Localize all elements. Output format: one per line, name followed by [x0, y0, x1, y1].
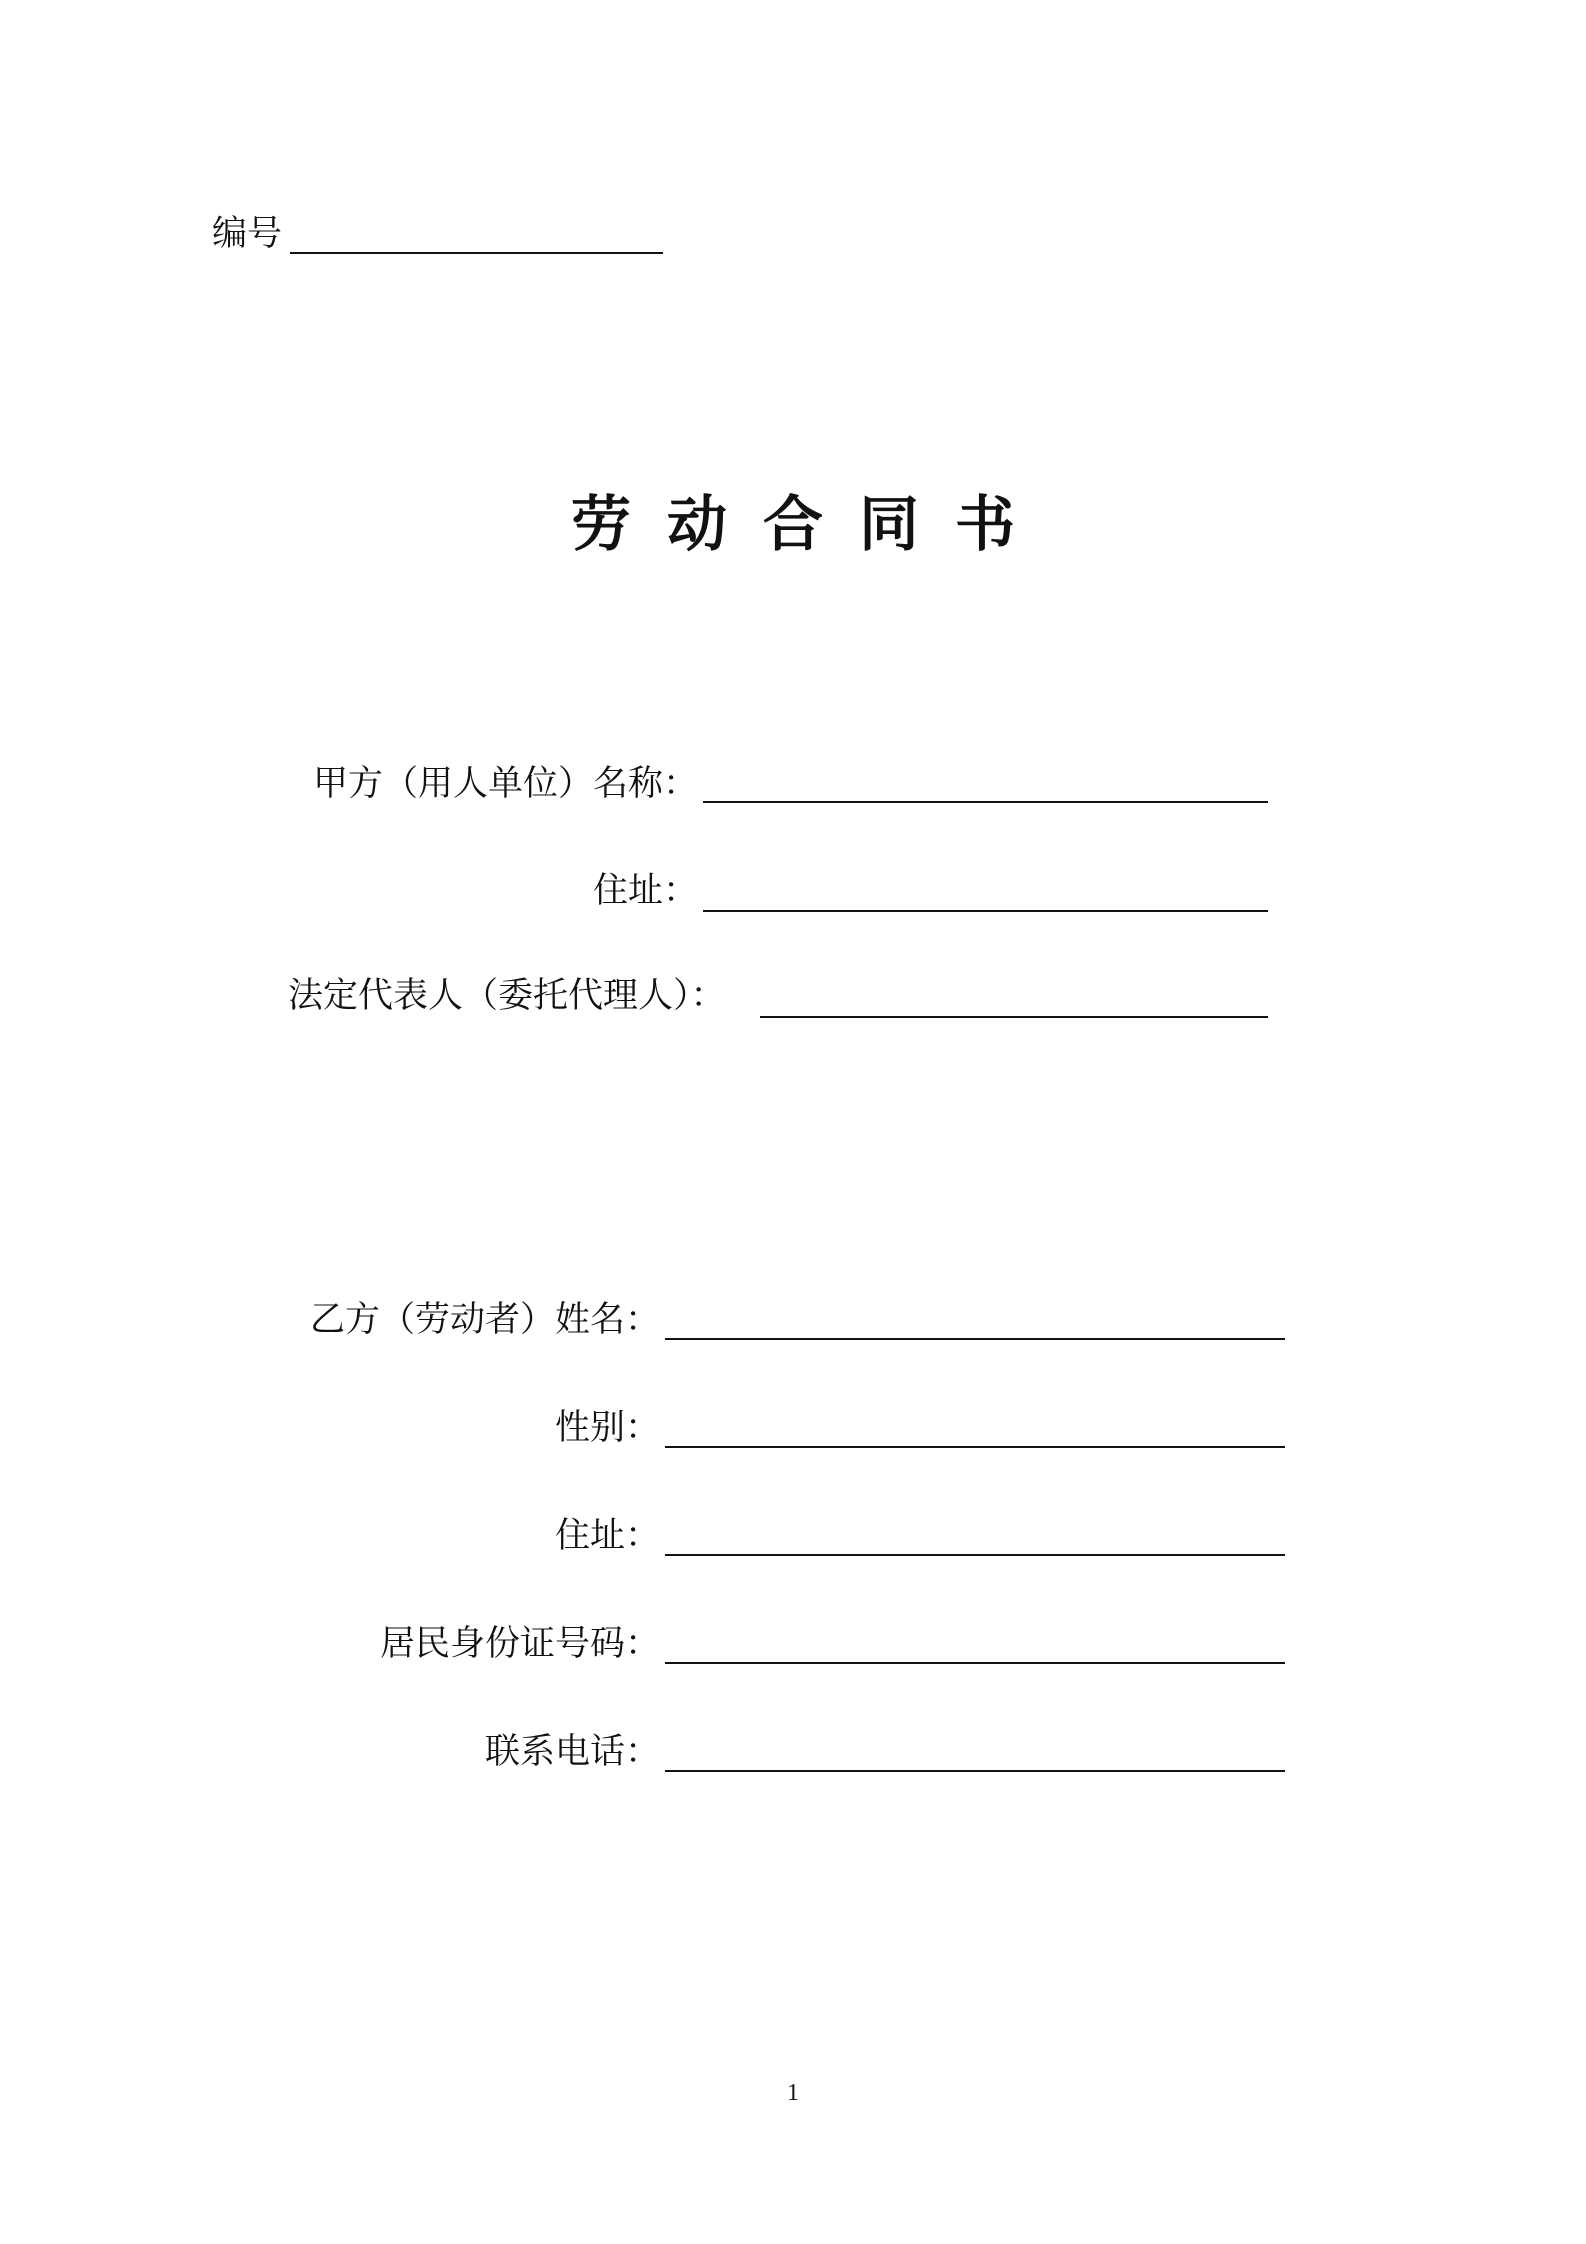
party-a-representative-field[interactable] [760, 1016, 1268, 1018]
party-a-address-label: 住址： [592, 871, 698, 911]
party-b-address-field[interactable] [665, 1554, 1285, 1556]
document-title: 劳动合同书 [571, 490, 1051, 560]
party-a-address-field[interactable] [703, 910, 1268, 912]
party-b-gender-field[interactable] [665, 1446, 1285, 1448]
party-b-name-field[interactable] [665, 1338, 1285, 1340]
party-a-name-label: 甲方（用人单位）名称： [312, 764, 698, 804]
party-b-gender-label: 性别： [554, 1408, 660, 1448]
party-b-phone-label: 联系电话： [484, 1732, 660, 1772]
party-a-name-field[interactable] [703, 801, 1268, 803]
serial-label: 编号 [212, 214, 283, 254]
party-a-representative-label: 法定代表人（委托代理人）： [288, 976, 726, 1016]
party-b-address-label: 住址： [554, 1516, 660, 1556]
serial-field[interactable] [290, 252, 663, 254]
party-b-name-label: 乙方（劳动者）姓名： [309, 1300, 660, 1340]
party-b-phone-field[interactable] [665, 1770, 1285, 1772]
party-b-id-field[interactable] [665, 1662, 1285, 1664]
page-number: 1 [787, 2080, 799, 2106]
party-b-id-label: 居民身份证号码： [379, 1624, 660, 1664]
